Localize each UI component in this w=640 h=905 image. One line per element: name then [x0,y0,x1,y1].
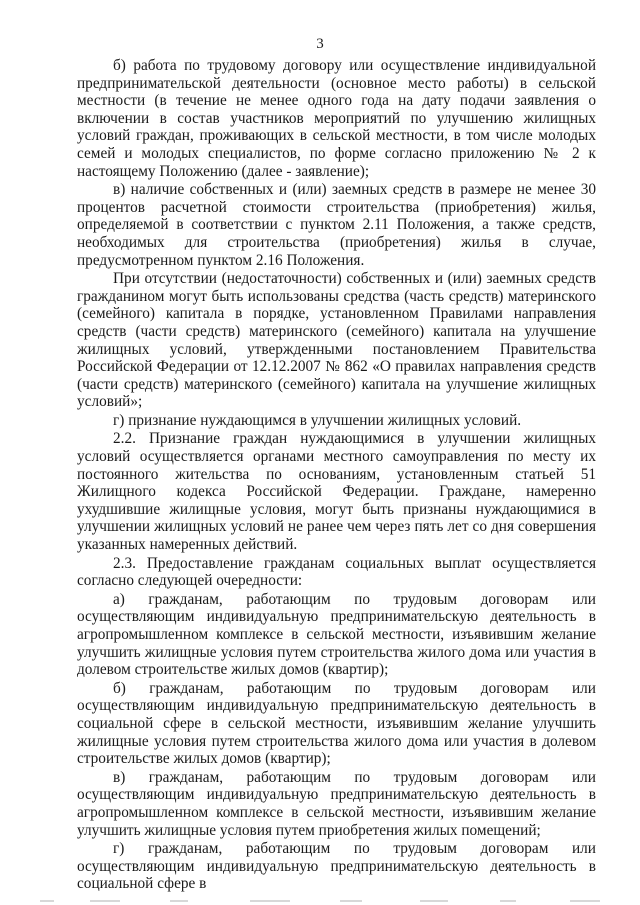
paragraph-g-need-recognition: г) признание нуждающимся в улучшении жилищных условий. [113,411,522,429]
paragraph-2-3: 2.3. Предоставление гражданам социальных выплат осуществляется согласно следующей очередности: [77,554,596,590]
paragraph-v-own-funds: в) наличие собственных и (или) заемных средств в размере не менее 30 процентов расчетной стоимости строительства (приобретения) жилья, определяемой в соответствии с пунктом 2.11 Положения, а также средств, необходимых для строительства (приобретения) жилья в случае, предусмотренном пунктом 2.16 Положения. [77,181,596,269]
paragraph-maternity-capital: При отсутствии (недостаточности) собственных и (или) заемных средств гражданином могут быть использованы средства (часть средств) материнского (семейного) капитала в порядке, установленном Правилами направления средств (части средств) материнского (семейного) капитала на улучшение жилищных условий, утвержденными постановлением Правительства Российской Федерации от 12.12.2007 № 862 «О правилах направления средств (части средств) материнского (семейного) капитала на улучшение жилищных условий»; [77,270,596,411]
paragraph-a-agro-construction: а) гражданам, работающим по трудовым договорам или осуществляющим индивидуальную предпринимательскую деятельность в агропромышленном комплексе в сельской местности, изъявившим желание улучшить жилищные условия путем строительства жилого дома или участия в долевом строительстве жилых домов (квартир); [77,590,596,679]
page-number: 3 [316,36,324,52]
paragraph-g-social: г) гражданам, работающим по трудовым договорам или осуществляющим индивидуальную предпринимательскую деятельность в социальной сфере в [77,840,596,893]
paragraph-b-social-construction: б) гражданам, работающим по трудовым договорам или осуществляющим индивидуальную предпринимательскую деятельность в социальной сфере в сельской местности, изъявившим желание улучшить жилищные условия путем строительства жилого дома или участия в долевом строительстве жилых домов (квартир); [77,679,596,768]
paragraph-2-2: 2.2. Признание граждан нуждающимися в улучшении жилищных условий осуществляется органами местного самоуправления по месту их постоянного жительства по основаниям, установленным статьей 51 Жилищного кодекса Российской Федерации. Граждане, намеренно ухудшившие жилищные условия, могут быть признаны нуждающимися в улучшении жилищных условий не ранее чем через пять лет со дня совершения указанных намеренных действий. [77,430,596,554]
scan-bottom-edge [0,897,640,905]
paragraph-b-employment: б) работа по трудовому договору или осуществление индивидуальной предпринимательской деятельности (основное место работы) в сельской местности (в течение не менее одного года на дату подачи заявления о включении в состав участников мероприятий по улучшению жилищных условий граждан, проживающих в сельской местности, в том числе молодых семей и молодых специалистов, по форме согласно приложению № 2 к настоящему Положению (далее - заявление); [77,57,596,180]
paragraph-v-agro-purchase: в) гражданам, работающим по трудовым договорам или осуществляющим индивидуальную предпринимательскую деятельность в агропромышленном комплексе в сельской местности, изъявившим желание улучшить жилищные условия путем приобретения жилых помещений; [77,768,596,839]
document-body [77,57,596,893]
